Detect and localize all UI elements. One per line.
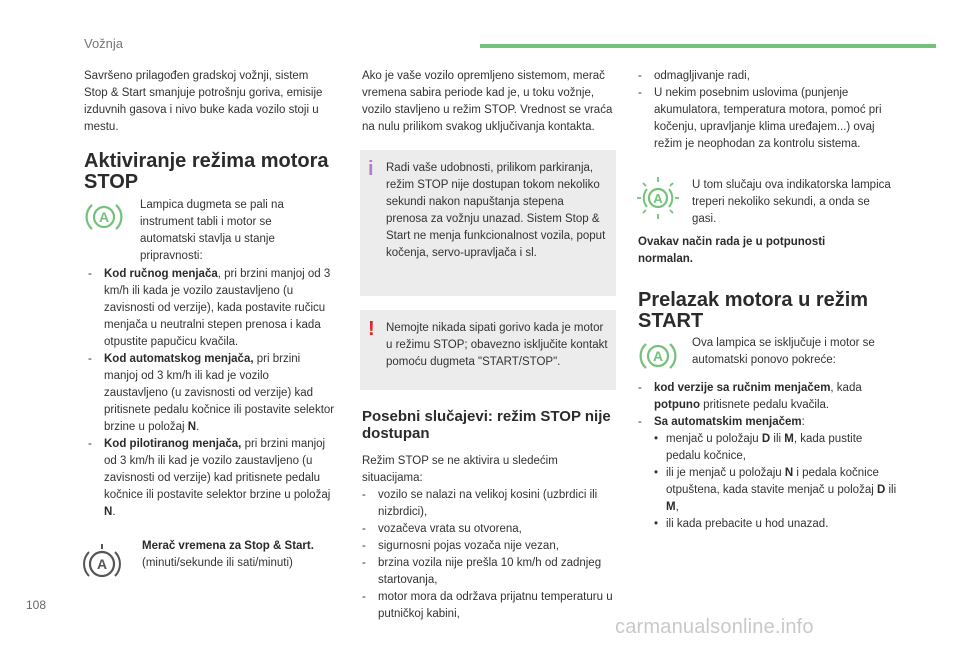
normal-note: Ovakav način rada je u potpunosti normalan. [638, 236, 826, 265]
warning-box-text: Nemojte nikada sipati gorivo kada je motor u režimu STOP; obavezno isključite kontakt pomoću dugmeta "START/STOP". [386, 322, 608, 368]
start-conditions-list [638, 380, 898, 533]
section-title: Vožnja [84, 36, 124, 51]
heading-stop-activation: Aktiviranje režima motora STOP [84, 150, 329, 193]
stop-lamp-text: Lampica dugmeta se pali na instrument tabli i motor se automatski stavlja u stanje pripravnosti: [140, 199, 284, 262]
special-cases-list-cont [638, 68, 894, 153]
timer-icon [80, 540, 124, 584]
list-item: - vozačeva vrata su otvorena, [362, 521, 618, 538]
start-lamp-text: Ova lampica se isključuje i motor se automatski ponovo pokreće: [692, 337, 875, 366]
warning-mark-icon: ! [368, 318, 375, 340]
heading-start-mode: Prelazak motora u režim START [638, 289, 869, 332]
timer-subtitle: (minuti/sekunde ili sati/minuti) [142, 557, 293, 569]
blinking-indicator-icon [636, 176, 680, 220]
timer-title: Merač vremena za Stop & Start. [142, 540, 314, 552]
svg-text:A: A [98, 209, 110, 225]
svg-text:A: A [652, 348, 664, 364]
list-item: - Kod automatskog menjača, pri brzini manjoj od 3 km/h ili kad je vozilo zaustavljeno (u zavisnosti od verzije) kad pritisnete pedalu kočnice ili postavite selektor brzine u položaj N. [88, 351, 336, 436]
timer-description: Ako je vaše vozilo opremljeno sistemom, merač vremena sabira periode kad je, u toku vožnje, vozilo stavljeno u režim STOP. Vrednost se vraća na nulu prilikom svakog uključivanja kontakta. [362, 70, 613, 133]
list-item: - sigurnosni pojas vozača nije vezan, [362, 538, 618, 555]
section-bar [480, 44, 936, 48]
blinking-text: U tom slučaju ova indikatorska lampica treperi nekoliko sekundi, a onda se gasi. [692, 179, 891, 225]
sublist-item: • ili je menjač u položaju N i pedala kočnice otpuštena, kada stavite menjač u položaj D ili M, [654, 465, 898, 516]
list-item: - vozilo se nalazi na velikoj kosini (uzbrdici ili nizbrdici), [362, 487, 618, 521]
timer-text [142, 538, 342, 572]
info-box [360, 150, 616, 296]
special-cases-list [362, 487, 618, 623]
heading-special-cases: Posebni slučajevi: režim STOP nije dostupan [362, 408, 611, 442]
info-box-text: Radi vaše udobnosti, prilikom parkiranja, režim STOP nije dostupan tokom nekoliko sekundi nakon napuštanja stepena prenosa za vožnju unazad. Sistem Stop & Start ne menja funkcionalnost vozila, poput kočenja, servo-upravljača i sl. [386, 162, 606, 259]
intro-paragraph: Savršeno prilagođen gradskoj vožnji, sistem Stop & Start smanjuje potrošnju goriva, emisije izduvnih gasova i nivo buke kada vozilo stoji u mestu. [84, 70, 323, 133]
stop-indicator-icon [82, 195, 126, 239]
list-item: - motor mora da održava prijatnu temperaturu u putničkoj kabini, [362, 589, 618, 623]
warning-box [360, 310, 616, 390]
info-mark-icon: i [368, 158, 374, 180]
auto-sublist [654, 431, 898, 533]
list-item: - kod verzije sa ručnim menjačem, kada potpuno pritisnete pedalu kvačila. [638, 380, 898, 414]
start-indicator-icon [636, 334, 680, 378]
special-cases-lead: Režim STOP se ne aktivira u sledećim situacijama: [362, 455, 558, 484]
stop-conditions-list [88, 266, 336, 521]
list-item: - Kod pilotiranog menjača, pri brzini manjoj od 3 km/h ili kad je vozilo zaustavljeno (u zavisnosti od verzije) kad pritisnete pedalu kočnice ili postavite selektor brzine u položaj N. [88, 436, 336, 521]
sublist-item: • menjač u položaju D ili M, kada pustite pedalu kočnice, [654, 431, 898, 465]
watermark: carmanualsonline.info [615, 616, 814, 638]
list-item: - Sa automatskim menjačem: • menjač u položaju D ili M, kada pustite pedalu kočnice, • ili je menjač u položaju N i pedala kočnice otpuštena, kada stavite menjač u položaj D ili M, • ili kada prebacite u hod unazad. [638, 414, 898, 533]
svg-text:A: A [96, 556, 108, 572]
list-item: - Kod ručnog menjača, pri brzini manjoj od 3 km/h ili kada je vozilo zaustavljeno (u zavisnosti od verzije), kada postavite ručicu menjača u neutralni stepen prenosa i kada otpustite papučicu kvačila. [88, 266, 336, 351]
page-number: 108 [26, 598, 47, 612]
list-item: - U nekim posebnim uslovima (punjenje akumulatora, temperatura motora, pomoć pri kočenju, upravljanje klima uređajem...) ovaj režim je neophodan za kontrolu sistema. [638, 85, 894, 153]
svg-text:A: A [653, 191, 663, 206]
list-item: - odmagljivanje radi, [638, 68, 894, 85]
list-item: - brzina vozila nije prešla 10 km/h od zadnjeg startovanja, [362, 555, 618, 589]
sublist-item: • ili kada prebacite u hod unazad. [654, 516, 898, 533]
